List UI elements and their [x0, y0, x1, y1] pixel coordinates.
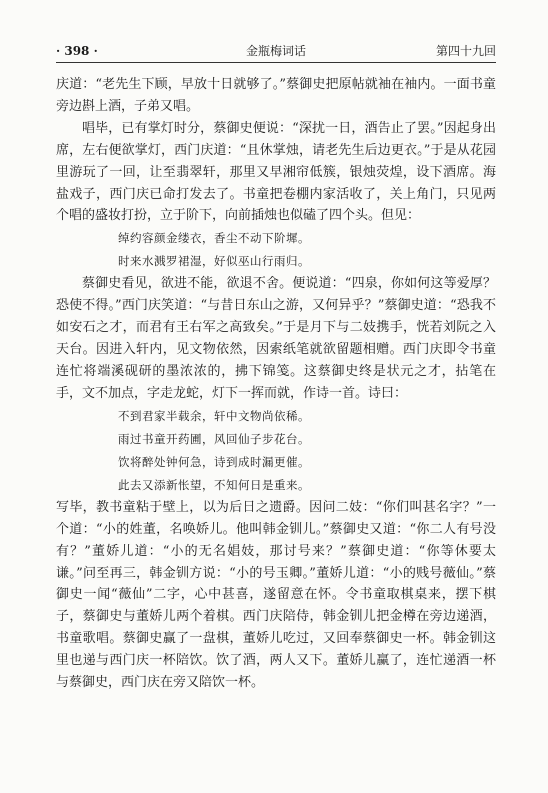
- header-rule: [56, 62, 496, 63]
- book-title: 金瓶梅词话: [245, 44, 306, 58]
- page-header: [56, 42, 496, 60]
- poem-line: 饮将醉处钟何急，诗到成时漏更催。: [118, 454, 310, 469]
- paragraph: 唱毕，已有掌灯时分，蔡御史便说：“深扰一日，酒告止了罢。”因起身出席，左右便欲掌灯，西门庆道：“且休掌烛，请老先生后边更衣。”于是从花园里游玩了一回，让至翡翠轩，那里又早湘帘低簇，银烛荧煌，设下酒席。海盐戏子，西门庆已命打发去了。书童把卷棚内家活收了，关上角门，只见两个唱的盛妆打扮，立于阶下，向前插烛也似磕了四个头。但见：: [56, 120, 496, 224]
- poem-verse: [56, 227, 496, 273]
- poem-verse: [56, 405, 496, 497]
- paragraph: 写毕，教书童粘于壁上，以为后日之遗爵。因问二妓：“你们叫甚名字？”一个道：“小的姓董，名唤娇儿。他叫韩金钏儿。”蔡御史又道：“你二人有号没有？”董娇儿道：“小的无名娼妓，那讨号来？”蔡御史道：“你等休要太谦。”问至再三，韩金钏方说：“小的号玉卿。”董娇儿道：“小的贱号薇仙。”蔡御史一闻“薇仙”二字，心中甚喜，遂留意在怀。令书童取棋桌来，摆下棋子，蔡御史与董娇儿两个着棋。西门庆陪侍，韩金钏儿把金樽在旁边递酒，书童歌唱。蔡御史赢了一盘棋，董娇儿吃过，又回奉蔡御史一杯。韩金钏这里也递与西门庆一杯陪饮。饮了酒，两人又下。董娇儿赢了，连忙递酒一杯与蔡御史，西门庆在旁又陪饮一杯。: [56, 499, 496, 691]
- poem-line: 绰约容颜金缕衣，香尘不动下阶墀。: [118, 231, 310, 246]
- poem-line: 此去又添新怅望，不知何日是重来。: [118, 477, 310, 492]
- page-body: [56, 74, 496, 694]
- poem-line: 不到君家半载余，轩中文物尚依稀。: [118, 408, 310, 423]
- page-number: · 398 ·: [56, 44, 98, 58]
- poem-line: 时来水溅罗裙湿，好似巫山行雨归。: [118, 254, 310, 269]
- poem-line: 雨过书童开药圃，风回仙子步花台。: [118, 431, 310, 446]
- paragraph: 蔡御史看见，欲进不能，欲退不舍。便说道：“四泉，你如何这等爱厚？恐使不得。”西门庆笑道：“与昔日东山之游，又何异乎？”蔡御史道：“恐我不如安石之才，而君有王右军之高致矣。”于是月下与二妓携手，恍若刘阮之入天台。因进入轩内，见文物依然，因索纸笔就欲留题相赠。西门庆即令书童连忙将端溪砚研的墨浓浓的，拂下锦笺。这蔡御史终是状元之才，拈笔在手，文不加点，字走龙蛇，灯下一挥而就，作诗一首。诗曰：: [56, 276, 496, 401]
- paragraph: 庆道：“老先生下顾，早放十日就够了。”蔡御史把原帖就袖在袖内。一面书童旁边斟上酒，子弟又唱。: [56, 77, 496, 114]
- chapter-title: 第四十九回: [435, 44, 496, 58]
